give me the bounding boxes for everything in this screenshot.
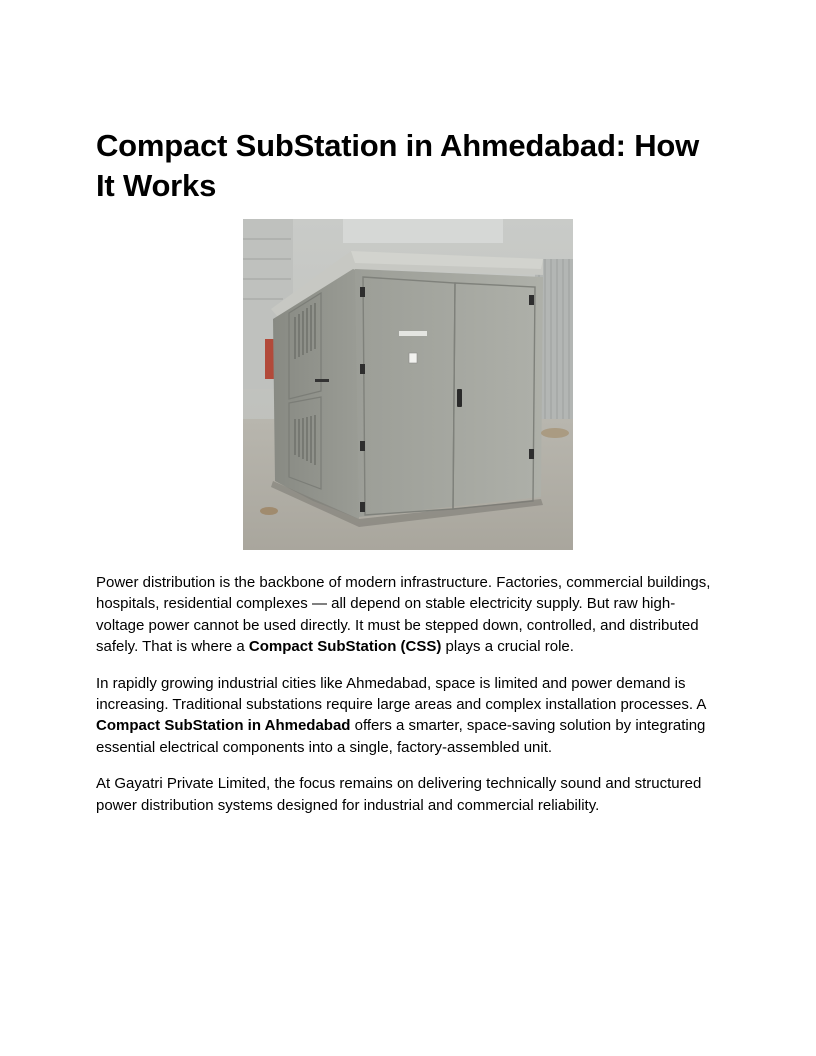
substation-image (243, 219, 573, 550)
paragraph-2-text: In rapidly growing industrial cities like Ahmedabad, space is limited and power demand is increasing. Traditional substations require large areas and complex installation processes. A (96, 674, 706, 714)
paragraph-2-bold: Compact SubStation in Ahmedabad (96, 717, 351, 735)
article (96, 126, 720, 831)
paragraph-gayatri: At Gayatri Private Limited, the focus remains on delivering technically sound and structured power distribution systems designed for industrial and commercial reliability. (96, 775, 702, 814)
paragraph-1-bold: Compact SubStation (CSS) (248, 638, 442, 656)
compact-substation-photo-icon (243, 219, 573, 550)
paragraph-2-end: offers a smarter, space-saving solution by integrating essential electrical components into a single, factory-assembled unit. (96, 717, 706, 756)
page-title: Compact SubStation in Ahmedabad: How It Works (96, 128, 700, 203)
article-body (96, 572, 720, 816)
paragraph-ahmedabad (96, 673, 720, 759)
paragraph-intro (96, 572, 720, 658)
paragraph-1-text: Power distribution is the backbone of modern infrastructure. Factories, commercial buildings, hospitals, residential complexes — all depend on stable electricity supply. But raw high-voltage power cannot be used directly. It must be stepped down, controlled, and distributed safely. That is where a (96, 574, 711, 656)
paragraph-1-end: plays a crucial role. (441, 638, 574, 656)
